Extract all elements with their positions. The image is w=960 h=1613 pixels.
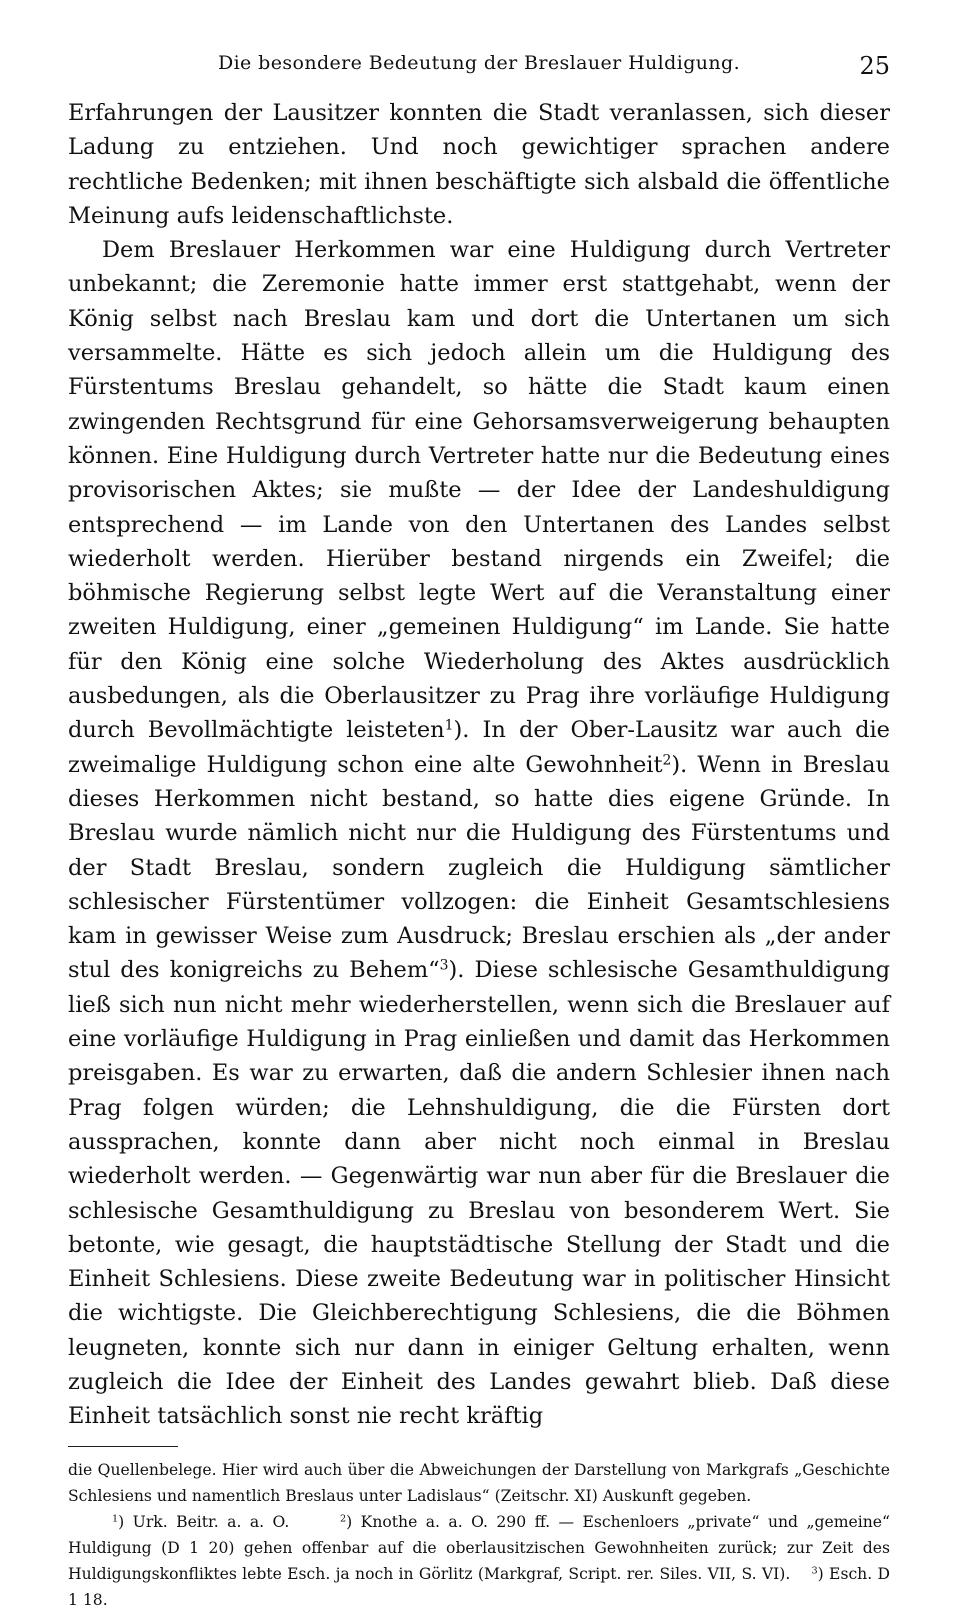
footnote-divider (68, 1446, 178, 1447)
paragraph-2-part-c: ). Wenn in Breslau dieses Herkommen nicht bestand, so hatte dies eigene Gründe. In Breslau wurde nämlich nicht nur die Huldigung des Fürstentums und der Stadt Breslau, sondern zugleich die Huldigung sämtlicher schlesischer Fürstentümer vollzogen: die Einheit Gesamtschlesiens kam in gewisser Weise zum Ausdruck; Breslau erschien als „der ander stul des konigreichs zu Behem“ (68, 751, 890, 984)
paragraph-1: Erfahrungen der Lausitzer konnten die Stadt veranlassen, sich dieser Ladung zu entziehen. Und noch gewichtiger sprachen andere rechtliche Bedenken; mit ihnen beschäftigte sich alsbald die öffentliche Meinung aufs leidenschaftlichste. (68, 100, 890, 229)
footnote-2-marker: 2 (340, 1513, 347, 1525)
page-number: 25 (859, 52, 890, 80)
footnote-2-text: ) Knothe a. a. O. 290 ff. — Eschenloers „private“ und „gemeine“ Huldigung (D 1 20) gehen offenbar auf die oberlausitzischen Gewohnheiten zurück; zur Zeit des Huldigungskonfliktes lebte Esch. ja noch in Görlitz (Markgraf, Script. rer. Siles. VII, S. VI). (68, 1512, 890, 1583)
page-header (68, 52, 890, 86)
footnote-1-text: ) Urk. Beitr. a. a. O. (118, 1512, 290, 1531)
footnote-ref-3[interactable]: 3 (439, 957, 449, 974)
paragraph-2-part-d: ). Diese schlesische Gesamthuldigung ließ sich nun nicht mehr wiederherstellen, wenn sich die Breslauer auf eine vorläufige Huldigung in Prag einließen und damit das Herkommen preisgaben. Es war zu erwarten, daß die andern Schlesier ihnen nach Prag folgen würden; die Lehnshuldigung, die die Fürsten dort aussprachen, konnte dann aber nicht noch einmal in Breslau wiederholt werden. — Gegenwärtig war nun aber für die Breslauer die schlesische Gesamthuldigung zu Breslau von besonderem Wert. Sie betonte, wie gesagt, die hauptstädtische Stellung der Stadt und die Einheit Schlesiens. Diese zweite Bedeutung war in politischer Hinsicht die wichtigste. Die Gleichberechtigung Schlesiens, die die Böhmen leugneten, konnte sich nur dann in einiger Geltung erhalten, wenn zugleich die Idee der Einheit des Landes gewahrt blieb. Daß diese Einheit tatsächlich sonst nie recht kräftig (68, 957, 890, 1430)
running-head: Die besondere Bedeutung der Breslauer Huldigung. (217, 52, 741, 74)
footnote-continuation: die Quellenbelege. Hier wird auch über die Abweichungen der Darstellung von Markgrafs „Geschichte Schlesiens und namentlich Breslaus unter Ladislaus“ (Zeitschr. XI) Auskunft gegeben. (68, 1460, 890, 1505)
footnote-ref-1[interactable]: 1 (444, 717, 454, 734)
paragraph-2-part-b: ). In der Ober-Lausitz war auch die zweimalige Huldigung schon eine alte Gewohnheit (68, 717, 890, 778)
footnote-1-marker: 1 (112, 1513, 119, 1525)
paragraph-2-part-a: Dem Breslauer Herkommen war eine Huldigung durch Vertreter unbekannt; die Zeremonie hatte immer erst stattgehabt, wenn der König selbst nach Breslau kam und dort die Untertanen um sich versammelte. Hätte es sich jedoch allein um die Huldigung des Fürstentums Breslau gehandelt, so hätte die Stadt kaum einen zwingenden Rechtsgrund für eine Gehorsamsverweigerung behaupten können. Eine Huldigung durch Vertreter hatte nur die Bedeutung eines provisorischen Aktes; sie mußte — der Idee der Landeshuldigung entsprechend — im Lande von den Untertanen des Landes selbst wiederholt werden. Hierüber bestand nirgends ein Zweifel; die böhmische Regierung selbst legte Wert auf die Veranstaltung einer zweiten Huldigung, einer „gemeinen Huldigung“ im Lande. Sie hatte für den König eine solche Wiederholung des Aktes ausdrücklich ausbedungen, als die Oberlausitzer zu Prag ihre vorläufige Huldigung durch Bevollmächtigte leisteten (68, 237, 890, 744)
footnote-3-marker: 3 (811, 1565, 818, 1577)
footnote-3-text: ) Esch. D 1 18. (68, 1564, 890, 1609)
footnotes (68, 1457, 890, 1613)
document-page (68, 52, 890, 1613)
main-text (68, 96, 890, 1434)
footnote-1 (68, 1509, 890, 1613)
footnote-ref-2[interactable]: 2 (662, 751, 672, 768)
paragraph-2 (68, 233, 890, 1433)
